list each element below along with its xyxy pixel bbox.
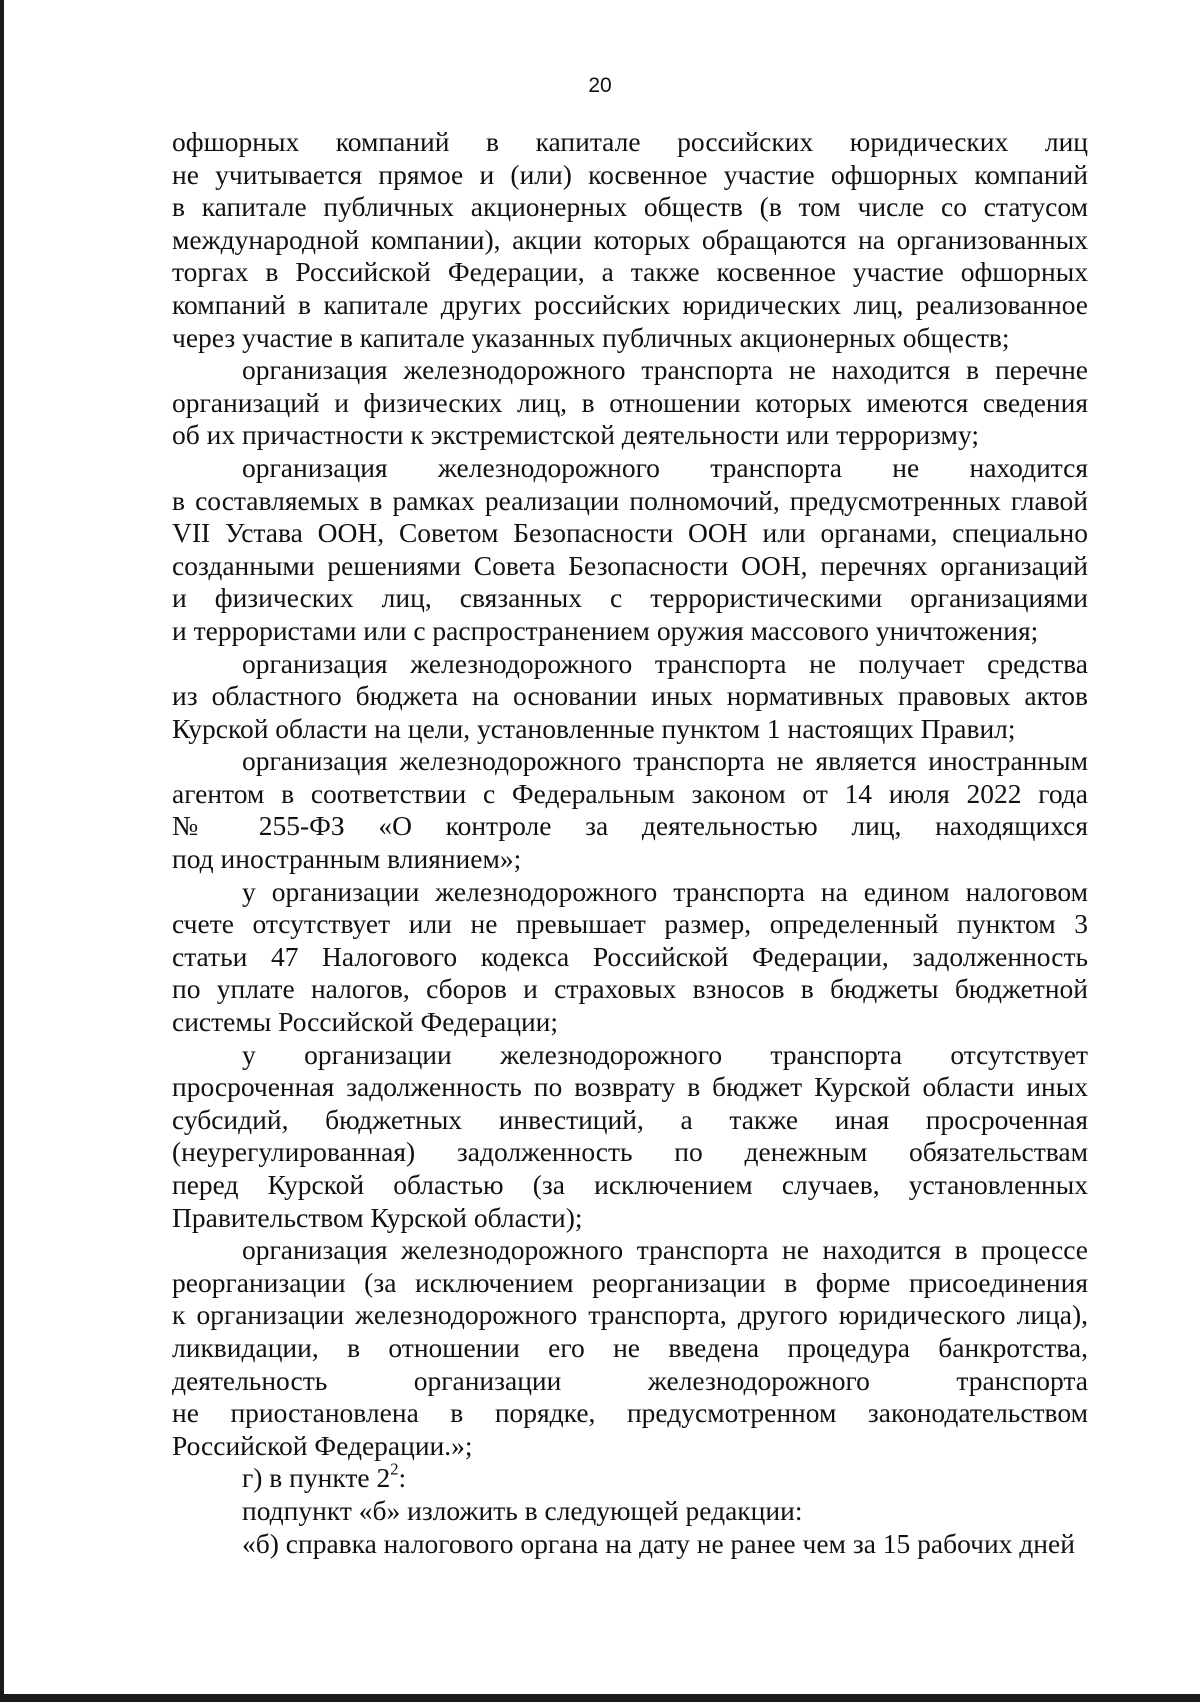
paragraph-line: организация железнодорожного транспорта не является иностранным [242,745,1088,777]
paragraph-line: и террористами или с распространением оружия массового уничтожения; [172,614,1039,646]
paragraph-line: Правительством Курской области); [172,1201,583,1233]
paragraph-line: системы Российской Федерации; [172,1006,559,1038]
paragraph-line: к организации железнодорожного транспорта, другого юридического лица), [172,1299,1088,1331]
item-g-colon: : [398,1462,407,1494]
paragraph-list [172,126,1088,1462]
paragraph-line: организаций и физических лиц, в отношении которых имеются сведения [172,386,1088,418]
paragraph-line: (неурегулированная) задолженность по денежным обязательствам [172,1136,1088,1168]
paragraph-p8 [172,1234,1088,1462]
paragraph-p1 [172,126,1088,354]
paragraph-line: организация железнодорожного транспорта не находится в перечне [242,354,1088,386]
paragraph-line: через участие в капитале указанных публичных акционерных обществ; [172,321,1010,353]
item-g-superscript: 2 [390,1459,399,1479]
paragraph-line: не учитывается прямое и (или) косвенное участие офшорных компаний [172,158,1088,190]
paragraph-line: созданными решениями Совета Безопасности ООН, перечнях организаций [172,549,1088,581]
paragraph-line: об их причастности к экстремистской деятельности или терроризму; [172,419,979,451]
paragraph-line: из областного бюджета на основании иных нормативных правовых актов [172,680,1088,712]
paragraph-line: счете отсутствует или не превышает размер, определенный пунктом 3 [172,908,1088,940]
scan-border-bottom [0,1694,1200,1702]
paragraph-line: деятельность организации железнодорожного транспорта [172,1364,1088,1396]
paragraph-line: компаний в капитале других российских юридических лиц, реализованное [172,288,1088,320]
paragraph-p5 [172,745,1088,875]
paragraph-line: организация железнодорожного транспорта не находится в процессе [242,1234,1088,1266]
paragraph-p7 [172,1039,1088,1235]
paragraph-p6 [172,876,1088,1039]
paragraph-line: агентом в соответствии с Федеральным законом от 14 июля 2022 года [172,777,1088,809]
item-g-line [172,1459,1088,1495]
paragraph-line: субсидий, бюджетных инвестиций, а также иная просроченная [172,1103,1088,1135]
scan-border-left [0,0,4,1702]
item-g-text: г) в пункте 2 [242,1462,391,1494]
paragraph-line: статьи 47 Налогового кодекса Российской Федерации, задолженность [172,940,1088,972]
paragraph-line: и физических лиц, связанных с террористическими организациями [172,582,1088,614]
paragraph-line: под иностранным влиянием»; [172,843,522,875]
paragraph-line: № 255-ФЗ «О контроле за деятельностью лиц, находящихся [172,810,1088,842]
paragraph-line: перед Курской областью (за исключением случаев, установленных [172,1169,1088,1200]
paragraph-line: международной компании), акции которых обращаются на организованных [172,223,1088,255]
paragraph-line: торгах в Российской Федерации, а также косвенное участие офшорных [172,256,1088,288]
paragraph-line: Российской Федерации.»; [172,1429,473,1461]
paragraph-line: у организации железнодорожного транспорта отсутствует [242,1038,1088,1070]
paragraph-line: в составляемых в рамках реализации полномочий, предусмотренных главой [172,484,1088,516]
paragraph-p3 [172,452,1088,648]
paragraph-line: не приостановлена в порядке, предусмотренном законодательством [172,1397,1088,1429]
paragraph-line: организация железнодорожного транспорта не находится [242,451,1088,483]
paragraph-line: офшорных компаний в капитале российских юридических лиц [172,126,1088,157]
paragraph-p4 [172,648,1088,746]
paragraph-line: в капитале публичных акционерных обществ (в том числе со статусом [172,191,1088,223]
subitem-instruction: подпункт «б» изложить в следующей редакции: [242,1494,803,1526]
paragraph-line: ликвидации, в отношении его не введена процедура банкротства, [172,1331,1088,1363]
page-number: 20 [588,74,612,97]
document-body [172,126,1088,1560]
paragraph-line: по уплате налогов, сборов и страховых взносов в бюджеты бюджетной [172,973,1088,1005]
paragraph-line: организация железнодорожного транспорта не получает средства [242,647,1088,679]
paragraph-p2 [172,354,1088,452]
paragraph-line: реорганизации (за исключением реорганизации в форме присоединения [172,1266,1088,1298]
paragraph-line: VII Устава ООН, Советом Безопасности ООН или органами, специально [172,517,1088,549]
subitem-b-start: «б) справка налогового органа на дату не ранее чем за 15 рабочих дней [242,1527,1075,1559]
paragraph-line: просроченная задолженность по возврату в бюджет Курской области иных [172,1071,1088,1103]
paragraph-line: Курской области на цели, установленные пунктом 1 настоящих Правил; [172,712,1016,744]
paragraph-line: у организации железнодорожного транспорта на едином налоговом [242,875,1088,907]
